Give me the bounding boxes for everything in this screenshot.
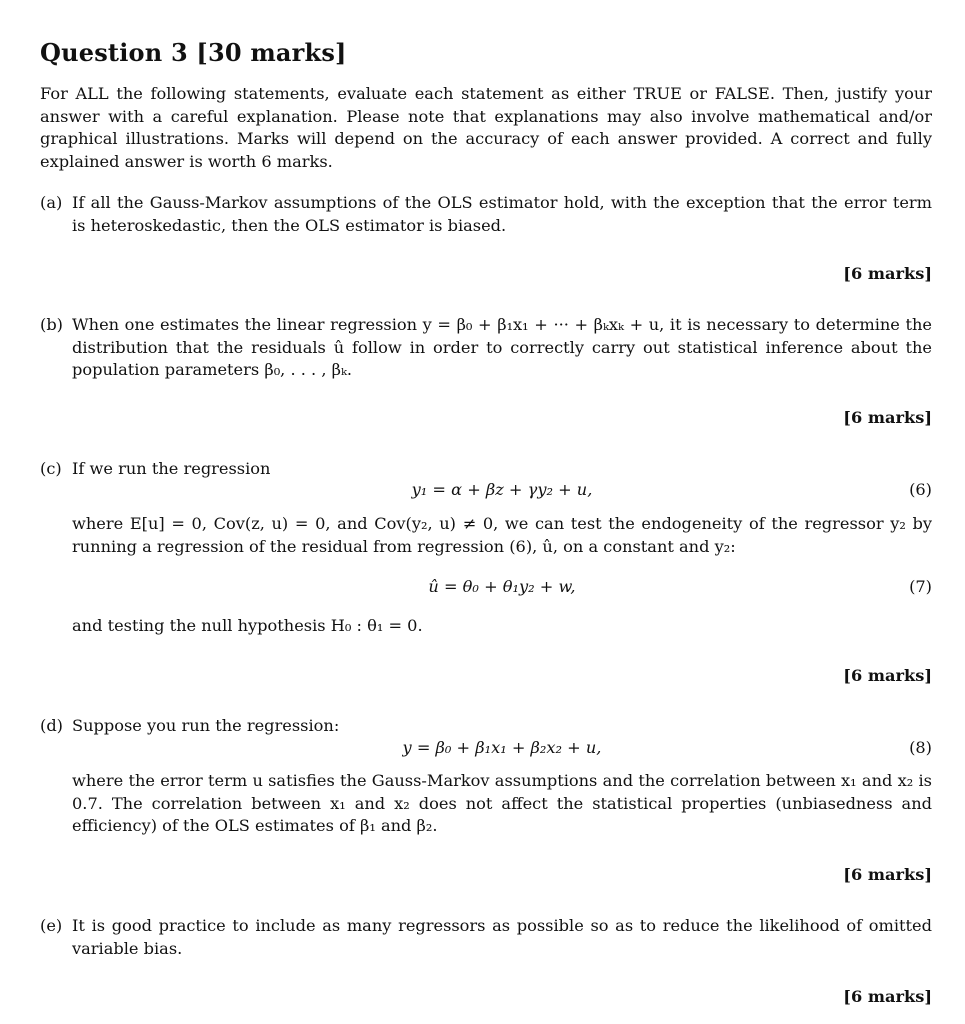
item-c-middle: where E[u] = 0, Cov(z, u) = 0, and Cov(y₂, u) ≠ 0, we can test the endogeneity of the regressor y₂ by running a regression of the residual from regression (6), û, on a constant and y₂:: [72, 514, 932, 556]
item-e: [40, 915, 932, 960]
item-c: [40, 458, 932, 481]
equation-8-number: (8): [909, 738, 932, 757]
item-a-marks: [6 marks]: [843, 264, 932, 283]
item-b-marks: [6 marks]: [843, 408, 932, 427]
equation-6: [72, 480, 932, 504]
item-e-label: (e): [40, 916, 63, 935]
equation-8-expression: y = β₀ + β₁x₁ + β₂x₂ + u,: [402, 738, 602, 757]
item-a-text: If all the Gauss-Markov assumptions of the OLS estimator hold, with the exception that the error term is heteroskedastic, then the OLS estimator is biased.: [72, 193, 932, 235]
equation-7-expression: û = θ₀ + θ₁y₂ + w,: [428, 577, 576, 596]
item-d-body: [40, 770, 932, 838]
item-c-label: (c): [40, 459, 62, 478]
equation-8: [72, 738, 932, 762]
equation-7: [72, 577, 932, 601]
intro-paragraph: For ALL the following statements, evaluate each statement as either TRUE or FALSE. Then, justify your answer with a careful explanation. Please note that explanations may also involve mathematical and/or graphical illustrations. Marks will depend on the accuracy of each answer provided. A correct and fully explained answer is worth 6 marks.: [40, 84, 932, 171]
item-a-label: (a): [40, 193, 63, 212]
item-c-body: [40, 513, 932, 558]
item-c-intro: If we run the regression: [72, 459, 271, 478]
item-d-text: where the error term u satisfies the Gauss-Markov assumptions and the correlation between x₁ and x₂ is 0.7. The correlation between x₁ and x₂ does not affect the statistical properties (unbiasedness and efficiency) of the OLS estimates of β₁ and β₂.: [72, 771, 932, 835]
question-title: Question 3 [30 marks]: [40, 38, 347, 67]
item-d: [40, 715, 932, 738]
item-d-label: (d): [40, 716, 63, 735]
equation-6-number: (6): [909, 480, 932, 499]
item-d-intro: Suppose you run the regression:: [72, 716, 340, 735]
item-c-end: and testing the null hypothesis H₀ : θ₁ = 0.: [72, 616, 423, 635]
equation-6-expression: y₁ = α + βz + γy₂ + u,: [411, 480, 593, 499]
item-e-text: It is good practice to include as many regressors as possible so as to reduce the likelihood of omitted variable bias.: [72, 916, 932, 958]
item-a: [40, 192, 932, 237]
item-b-text: When one estimates the linear regression y = β₀ + β₁x₁ + ··· + βₖxₖ + u, it is necessary to determine the distribution that the residuals û follow in order to correctly carry out statistical inference about the population parameters β₀, . . . , βₖ.: [72, 315, 932, 379]
item-e-marks: [6 marks]: [843, 987, 932, 1006]
item-b: [40, 314, 932, 382]
item-d-marks: [6 marks]: [843, 865, 932, 884]
equation-7-number: (7): [909, 577, 932, 596]
item-b-label: (b): [40, 315, 63, 334]
item-c-marks: [6 marks]: [843, 666, 932, 685]
